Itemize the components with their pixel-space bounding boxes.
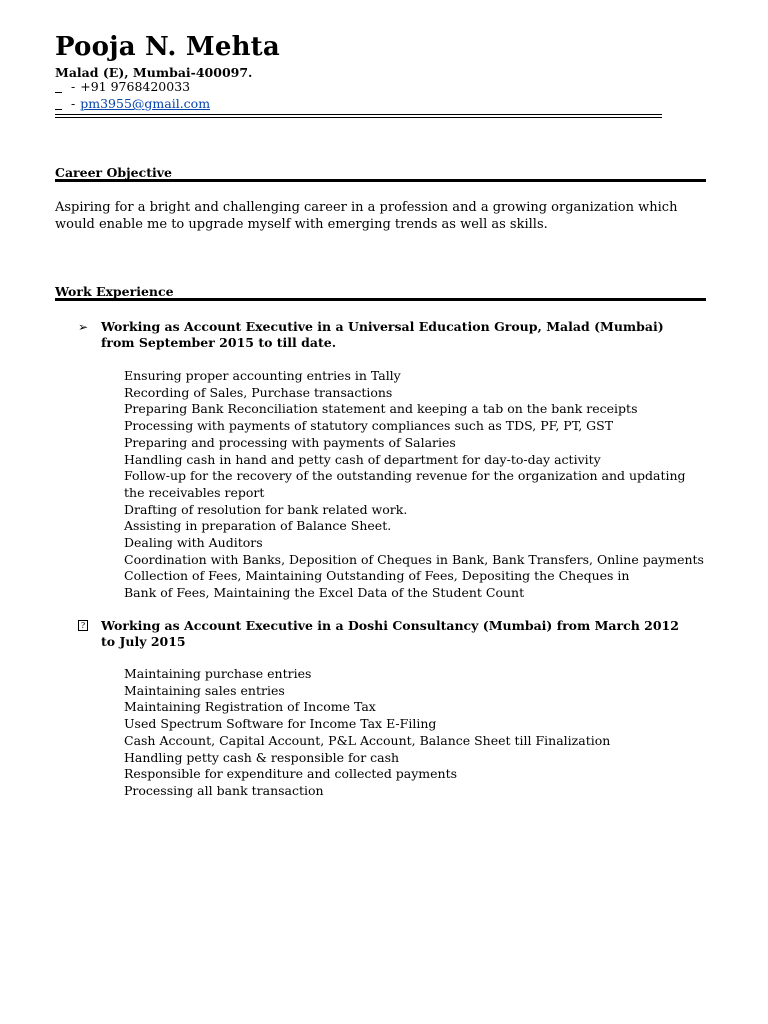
email-link[interactable]: pm3955@gmail.com [80, 96, 211, 111]
list-item: Handling petty cash & responsible for cash [124, 749, 400, 765]
job-duties-list [124, 368, 709, 602]
arrow-bullet-icon: ➢ [78, 320, 89, 334]
list-item: Follow-up for the recovery of the outstanding revenue for the organization and updating the receivables report [124, 468, 686, 500]
list-item: Preparing and processing with payments of Salaries [124, 434, 456, 450]
candidate-name: Pooja N. Mehta [55, 32, 280, 62]
list-item: Ensuring proper accounting entries in Tally [124, 368, 401, 383]
phone-line [55, 79, 190, 94]
career-objective-divider [55, 179, 706, 182]
phone-number: +91 9768420033 [80, 79, 191, 94]
list-item: Processing with payments of statutory compliances such as TDS, PF, PT, GST [124, 418, 614, 434]
phone-icon [55, 81, 65, 94]
work-experience-title: Work Experience [55, 284, 174, 299]
list-item: Drafting of resolution for bank related work. [124, 501, 408, 517]
candidate-address: Malad (E), Mumbai-400097. [55, 65, 253, 80]
list-item: Collection of Fees, Maintaining Outstanding of Fees, Depositing the Cheques in Bank of Fees, Maintaining the Excel Data of the Student Count [124, 568, 630, 601]
career-objective-text: Aspiring for a bright and challenging career in a profession and a growing organization which would enable me to upgrade myself with emerging trends as well as skills. [55, 200, 678, 232]
email-separator: - [71, 96, 76, 111]
list-item: Maintaining sales entries [124, 682, 285, 698]
work-experience-divider [55, 298, 706, 301]
list-item: Handling cash in hand and petty cash of department for day-to-day activity [124, 451, 601, 467]
list-item: Used Spectrum Software for Income Tax E-Filing [124, 716, 437, 732]
list-item: Cash Account, Capital Account, P&L Account, Balance Sheet till Finalization [124, 732, 611, 748]
list-item: Dealing with Auditors [124, 535, 263, 551]
email-icon [55, 98, 65, 111]
list-item: Processing all bank transaction [124, 782, 324, 798]
header-divider [55, 114, 662, 118]
list-item: Recording of Sales, Purchase transactions [124, 384, 393, 400]
list-item: Responsible for expenditure and collected payments [124, 766, 458, 782]
job-duties-list [124, 666, 709, 800]
phone-separator: - [71, 79, 76, 94]
job-heading: Working as Account Executive in a Universal Education Group, Malad (Mumbai) from September 2015 to till date. [101, 319, 664, 350]
list-item: Maintaining Registration of Income Tax [124, 699, 376, 715]
list-item: Maintaining purchase entries [124, 666, 312, 681]
list-item: Assisting in preparation of Balance Sheet. [124, 518, 392, 534]
job-heading: Working as Account Executive in a Doshi Consultancy (Mumbai) from March 2012 to July 2015 [101, 618, 679, 649]
list-item: Preparing Bank Reconciliation statement and keeping a tab on the bank receipts [124, 401, 638, 417]
career-objective-title: Career Objective [55, 165, 172, 180]
email-line [55, 96, 210, 111]
unknown-glyph-bullet-icon: ? [78, 620, 88, 631]
list-item: Coordination with Banks, Deposition of Cheques in Bank, Bank Transfers, Online payments [124, 551, 704, 567]
